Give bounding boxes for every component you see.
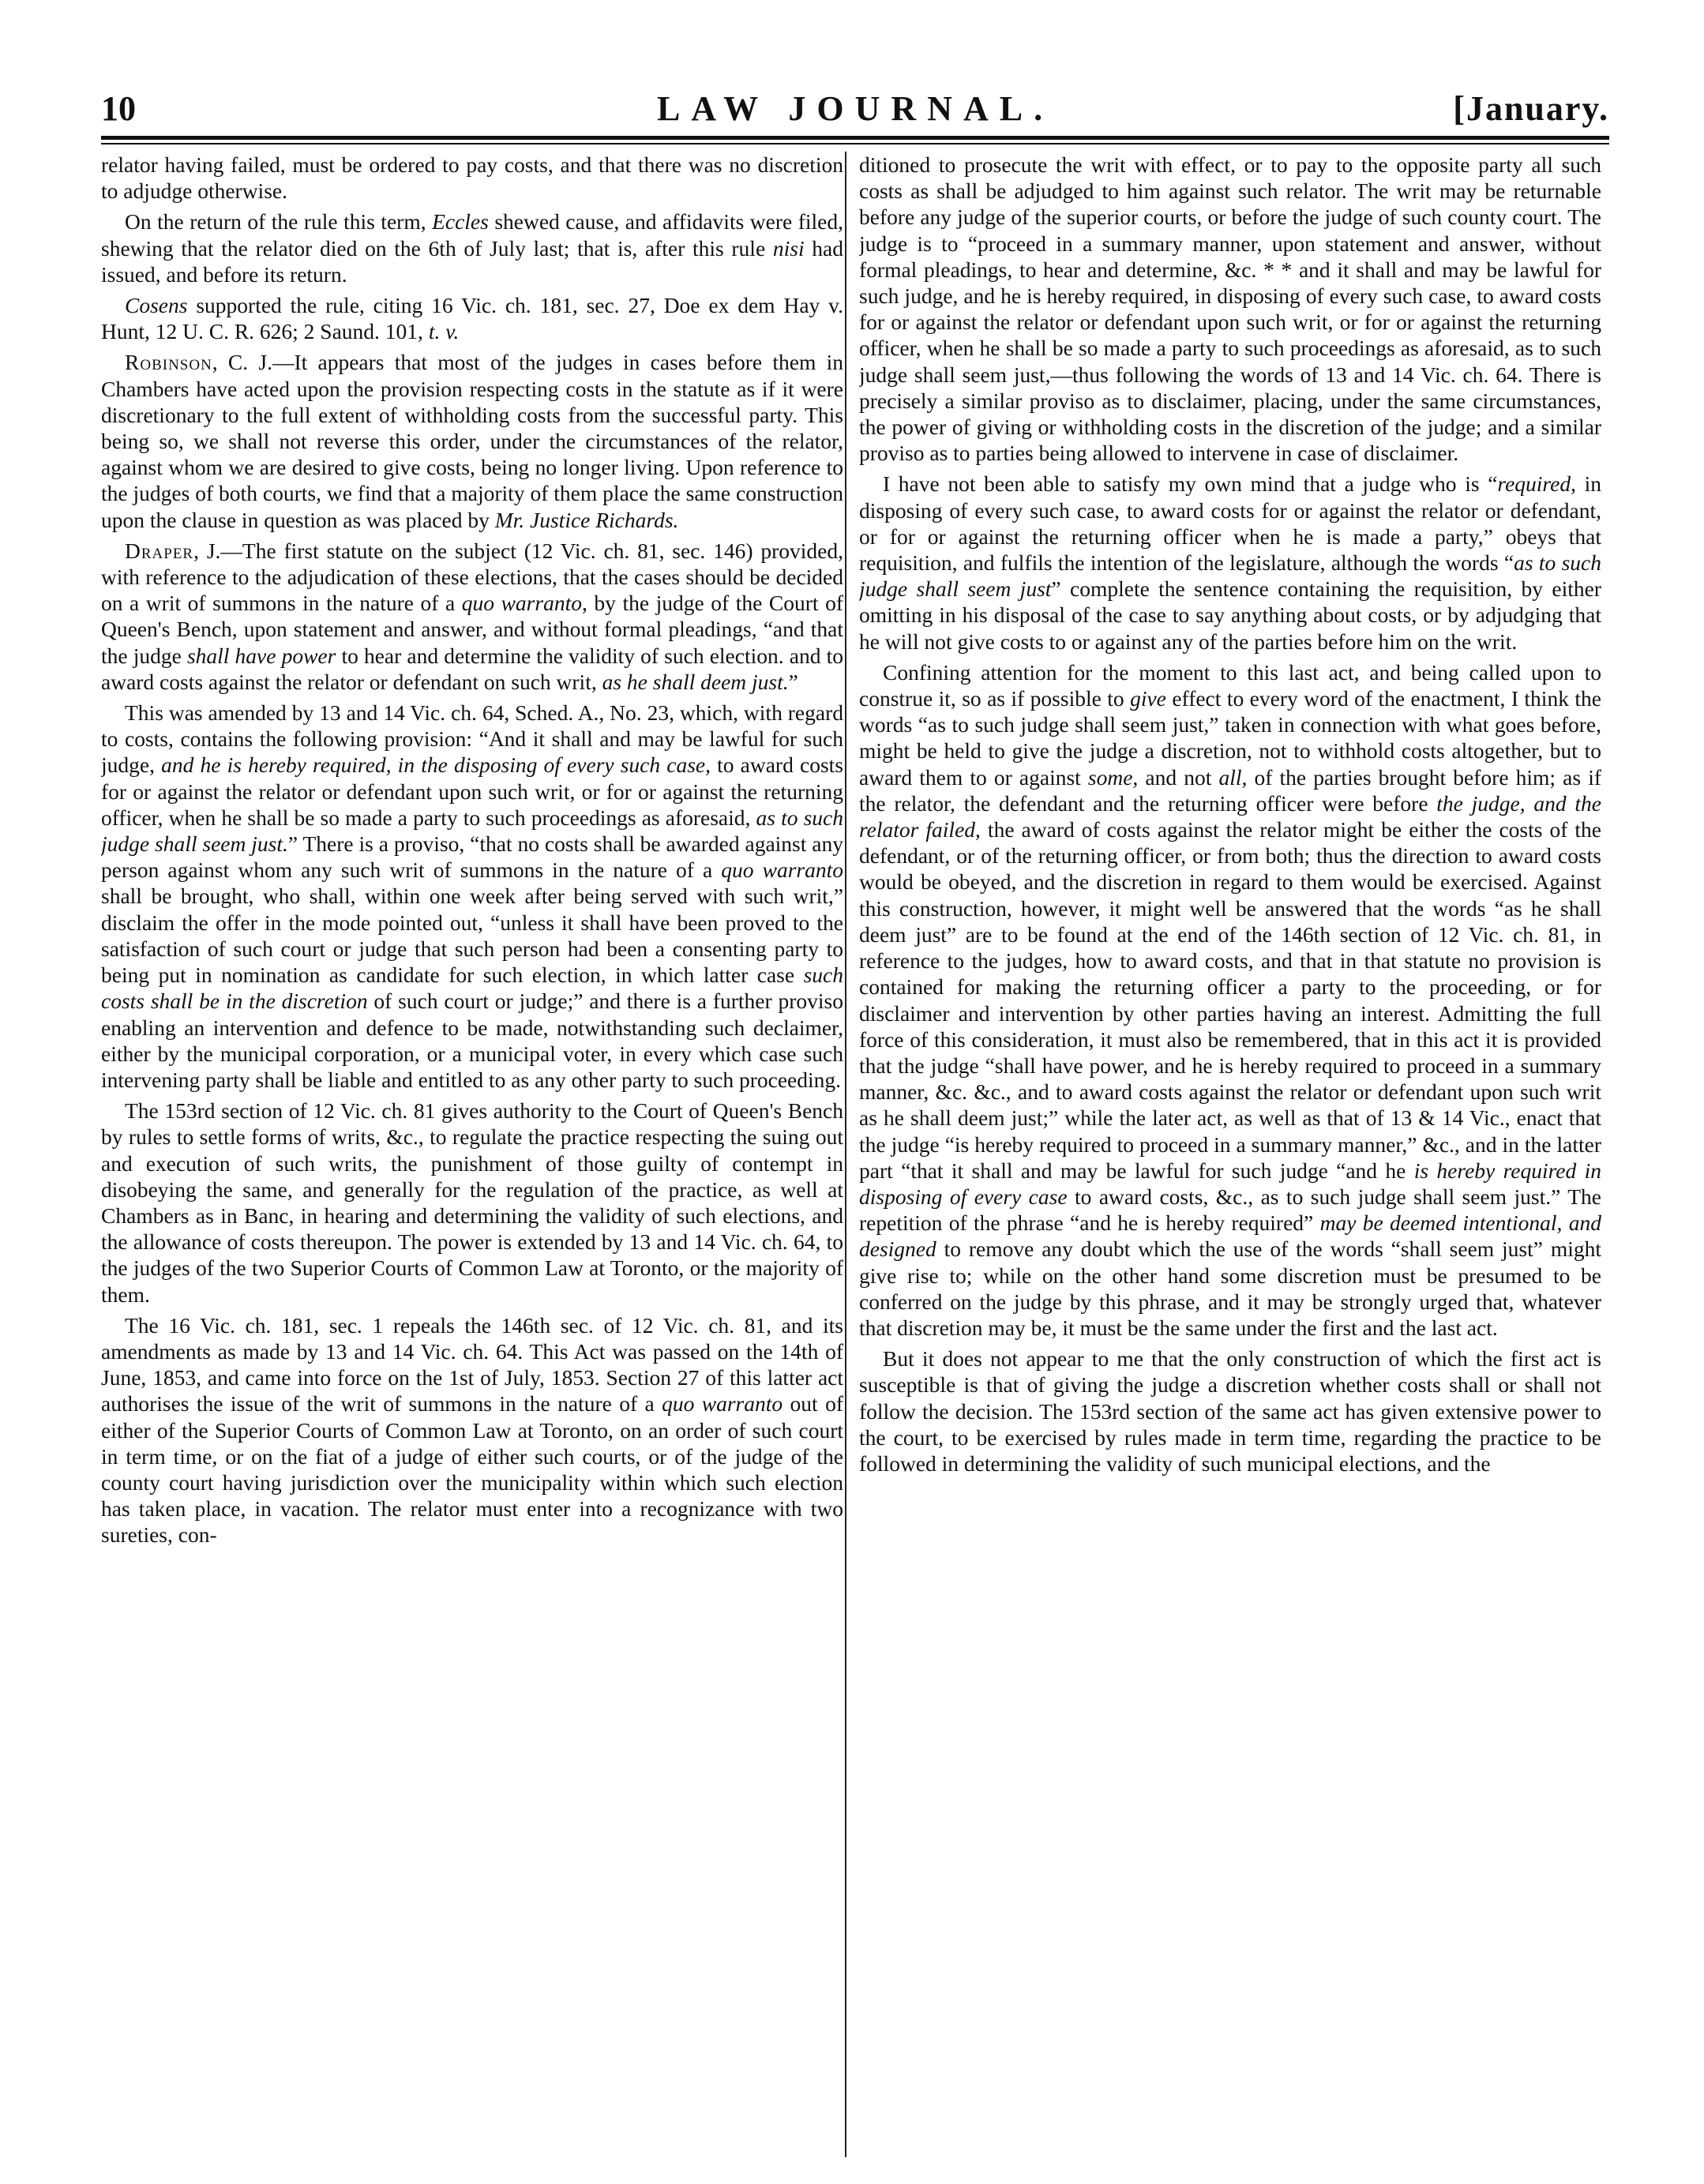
- paragraph: [101, 292, 843, 344]
- left-column: [101, 152, 843, 2157]
- text-run: Confining attention for the moment to this last act, and being called upon to construe it, so as if possible to: [859, 659, 1601, 711]
- text-run: of the parties brought before him; as if the relator, the defendant and the returning officer were before: [859, 764, 1601, 816]
- text-run: supported the rule, citing 16 Vic. ch. 181, sec. 27, Doe ex dem Hay v. Hunt, 12 U. C. R. 626; 2 Saund. 101,: [101, 293, 843, 344]
- right-column: [859, 152, 1601, 2157]
- text-run: of such court or judge;” and there is a further proviso enabling an intervention and defence to be made, notwithstanding such declaimer, either by the municipal corporation, or a municipal voter, in every which case such intervening party shall be liable and entitled to as any other party to such proceeding.: [101, 989, 843, 1092]
- text-run: The 16 Vic. ch. 181, sec. 1 repeals the 146th sec. of 12 Vic. ch. 81, and its amendments as made by 13 and 14 Vic. ch. 64. This Act was passed on the 14th of June, 1853, and came into force on the 1st of July, 1853. Section 27 of this latter act authorises the issue of the writ of summons in the nature of a: [101, 1312, 843, 1417]
- italic-text: Mr. Justice Richards.: [494, 507, 679, 532]
- italic-text: all,: [1218, 764, 1248, 790]
- text-run: effect to every word of the enactment, I think the words “as to such judge shall seem just,” taken in connection with what goes before, might be held to give the judge a discretion, not to withhold costs altogether, but to award them to or against: [859, 686, 1601, 790]
- text-run: out of either of the Superior Courts of Common Law at Toronto, on an order of such court in term time, or on the fiat of a judge of either such courts, or of the judge of the county court having jurisdiction over the municipality within which such election has taken place, in vacation. The relator must enter into a recognizance with two sureties, con-: [101, 1391, 843, 1548]
- text-run: ” There is a proviso, “that no costs shall be awarded against any person against whom any such writ of summons in the nature of a: [101, 831, 843, 883]
- text-run: , J.—The first statute on the subject (12 Vic. ch. 81, sec. 146) provided, with reference to the adjudication of these elections, that the cases should be decided on a writ of summons in the nature of a: [101, 538, 843, 616]
- paragraph: [101, 349, 843, 532]
- text-run: On the return of the rule this term,: [125, 209, 433, 235]
- italic-text: is hereby required in disposing of every case: [859, 1158, 1601, 1209]
- text-run: to award costs, &c., as to such judge shall seem just.” The repetition of the phrase “and he is hereby required”: [859, 1184, 1601, 1236]
- paragraph: [859, 152, 1601, 466]
- paragraph: [101, 1098, 843, 1308]
- paragraph: [101, 538, 843, 695]
- italic-text: as to such judge shall seem just: [859, 550, 1601, 602]
- text-run: shewed cause, and affidavits were filed, shewing that the relator died on the 6th of July last; that is, after this rule: [101, 209, 843, 261]
- paragraph: [101, 208, 843, 287]
- italic-text: as to such judge shall seem just.: [101, 805, 843, 857]
- paragraph: [101, 1312, 843, 1548]
- italic-text: such costs shall be in the discretion: [101, 963, 843, 1014]
- text-run: to remove any doubt which the use of the words “shall seem just” might give rise to; while on the other hand some discretion must be presumed to be conferred on the judge by this phrase, and it may be strongly urged that, whatever that discretion may be, it must be the same under the first and the last act.: [859, 1236, 1601, 1340]
- italic-text: the judge, and the relator failed,: [859, 790, 1601, 842]
- text-run: This was amended by 13 and 14 Vic. ch. 64, Sched. A., No. 23, which, with regard to costs, contains the following provision: “And it shall and may be lawful for such judge,: [101, 700, 843, 778]
- text-run: shall be brought, who shall, within one week after being served with such writ,” disclaim the offer in the mode pointed out, “unless it shall have been proved to the satisfaction of such court or judge that such person had been a consenting party to being put in nomination as candidate for such election, in which latter case: [101, 884, 843, 988]
- text-run: and not: [1138, 764, 1219, 790]
- text-run: ditioned to prosecute the writ with effect, or to pay to the opposite party all such costs as shall be adjudged to him against such relator. The writ may be returnable before any judge of the superior courts, or before the judge of such county court. The judge is to “proceed in a summary manner, upon statement and answer, without formal pleadings, to hear and determine, &c. * * and it shall and may be lawful for such judge, and he is hereby required, in disposing of every such case, to award costs for or against the relator or defendant upon such writ, or for or against the returning officer, when he shall be so made a party to such proceedings as aforesaid, as to such judge shall seem just,—thus following the words of 13 and 14 Vic. ch. 64. There is precisely a similar proviso as to disclaimer, placing, under the same circumstances, the power of giving or withholding costs in the discretion of the judge; and a similar proviso as to parties being allowed to intervene in case of disclaimer.: [859, 152, 1601, 466]
- journal-title: LAW JOURNAL.: [656, 89, 1054, 128]
- text-run: , by the judge of the Court of Queen's Bench, upon statement and answer, and without formal pleadings, “and that the judge: [101, 591, 843, 668]
- text-run: I have not been able to satisfy my own mind that a judge who is “: [883, 471, 1498, 497]
- italic-text: required: [1497, 471, 1571, 497]
- judge-name: Draper: [125, 538, 194, 563]
- italic-text: shall have power: [186, 643, 336, 668]
- italic-text: quo warranto: [461, 591, 582, 616]
- italic-text: nisi: [772, 235, 805, 261]
- text-run: relator having failed, must be ordered to pay costs, and that there was no discretion to adjudge otherwise.: [101, 152, 843, 204]
- text-run: had issued, and before its return.: [101, 235, 843, 287]
- text-run: , in disposing of every such case, to award costs for or against the relator or defendant, or for or against the returning officer when he is made a party,” obeys that requisition, and fulfils the intention of the legislature, although the words “: [859, 471, 1601, 576]
- italic-text: as he shall deem just.: [602, 669, 789, 694]
- italic-text: some,: [1087, 764, 1139, 790]
- text-run: , C. J.—It appears that most of the judges in cases before them in Chambers have acted upon the provision respecting costs in the statute as if it were discretionary to the full extent of withholding costs from the successful party. This being so, we shall not reverse this order, under the circumstances of the relator, against whom we are desired to give costs, being no longer living. Upon reference to the judges of both courts, we find that a majority of them place the same construction upon the clause in question as was placed by: [101, 350, 843, 532]
- text-run: ” complete the sentence containing the requisition, by either omitting in his disposal of the case to say anything about costs, or by adjudging that he will not give costs to or against any of the parties before him on the writ.: [859, 576, 1601, 654]
- text-run: ”: [788, 669, 798, 694]
- italic-text: give: [1130, 686, 1166, 711]
- italic-text: quo warranto: [662, 1391, 783, 1417]
- paragraph: [101, 152, 843, 204]
- italic-text: may be deemed intentional, and designed: [859, 1210, 1601, 1262]
- text-run: to hear and determine the validity of such election. and to award costs against the relator or defendant on such writ,: [101, 643, 843, 694]
- text-run: The 153rd section of 12 Vic. ch. 81 gives authority to the Court of Queen's Bench by rules to settle forms of writs, &c., to regulate the practice respecting the suing out and execution of such writs, the punishment of those guilty of contempt in disobeying the same, and generally for the regulation of the practice, as well at Chambers as in Banc, in hearing and determining the validity of such elections, and the allowance of costs thereupon. The power is extended by 13 and 14 Vic. ch. 64, to the judges of the two Superior Courts of Common Law at Toronto, or the majority of them.: [101, 1098, 843, 1307]
- italic-text: and he is hereby required, in the disposing of every such case,: [161, 752, 711, 778]
- judge-name: Robinson: [125, 350, 212, 375]
- italic-text: t. v.: [428, 319, 460, 344]
- italic-text: Cosens: [125, 293, 188, 318]
- header-rule-thick: [101, 136, 1609, 140]
- text-run: But it does not appear to me that the only construction of which the first act is susceptible is that of giving the judge a discretion whether costs shall or shall not follow the decision. The 153rd section of the same act has given extensive power to the court, to be exercised by rules made in term time, regarding the practice to be followed in determining the validity of such municipal elections, and the: [859, 1346, 1601, 1476]
- paragraph: [859, 659, 1601, 1341]
- italic-text: quo warranto: [721, 857, 843, 883]
- running-header: [101, 88, 1609, 136]
- page-number: 10: [101, 89, 136, 128]
- text-run: to award costs for or against the relator or defendant upon such writ, or for or against the returning officer, when he shall be so made a party to such proceedings as aforesaid,: [101, 752, 843, 830]
- header-rule-thin: [101, 143, 1609, 144]
- paragraph: [101, 700, 843, 1093]
- paragraph: [859, 1345, 1601, 1477]
- paragraph: [859, 471, 1601, 654]
- column-divider: [845, 152, 846, 2157]
- issue-month: [January.: [1453, 89, 1609, 128]
- text-run: the award of costs against the relator might be either the costs of the defendant, or of the returning officer, or from both; thus the direction to award costs would be obeyed, and the discretion in regard to them would be exercised. Against this construction, however, it might well be answered that the words “as he shall deem just” are to be found at the end of the 146th section of 12 Vic. ch. 81, in reference to the judges, how to award costs, and that in that statute no provision is contained for making the returning officer a party to the proceeding, or for disclaimer and intervention by other parties having an interest. Admitting the full force of this consideration, it must also be remembered, that in this act it is provided that the judge “shall have power, and he is hereby required to proceed in a summary manner, &c. &c., and to award costs against the relator or defendant upon such writ as he shall deem just;” while the later act, as well as that of 13 & 14 Vic., enact that the judge “is hereby required to proceed in a summary manner,” &c., and in the latter part “that it shall and may be lawful for such judge “and he: [859, 817, 1601, 1183]
- italic-text: Eccles: [432, 209, 489, 235]
